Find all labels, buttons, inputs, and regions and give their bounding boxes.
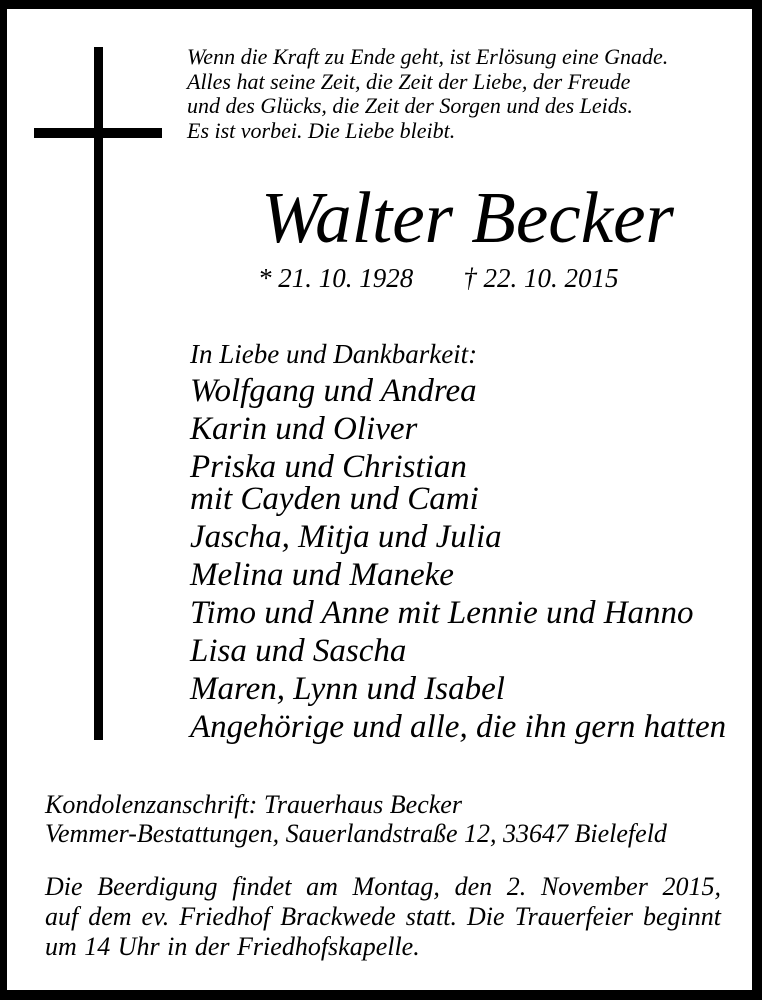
funeral-line: Die Beerdigung findet am Montag, den 2. November 2015, (45, 872, 721, 901)
mourner-line: Maren, Lynn und Isabel (190, 671, 505, 707)
mourner-line: Lisa und Sascha (190, 633, 407, 669)
footer (45, 790, 721, 962)
deceased-name: Walter Becker (261, 177, 674, 258)
mourner-line: Karin und Oliver (190, 411, 418, 447)
life-dates (258, 261, 619, 295)
epigraph-line: Alles hat seine Zeit, die Zeit der Liebe, der Freude (187, 68, 631, 94)
mourner-line: Timo und Anne mit Lennie und Hanno (190, 595, 694, 631)
mourner-line: Priska und Christian (190, 449, 467, 485)
condolence-address (45, 790, 721, 848)
epigraph-line: und des Glücks, die Zeit der Sorgen und des Leids. (187, 93, 633, 118)
mourner-line: mit Cayden und Cami (190, 481, 479, 517)
death-date: † 22. 10. 2015 (463, 263, 619, 293)
birth-date: * 21. 10. 1928 (258, 263, 414, 293)
mourner-line: Angehörige und alle, die ihn gern hatten (190, 709, 727, 745)
condolence-line: Vemmer-Bestattungen, Sauerlandstraße 12, 33647 Bielefeld (45, 819, 667, 848)
epigraph (187, 45, 668, 143)
mourner-line: Wolfgang und Andrea (190, 373, 477, 409)
condolence-line: Kondolenzanschrift: Trauerhaus Becker (45, 790, 462, 819)
epigraph-line: Es ist vorbei. Die Liebe bleibt. (187, 117, 456, 143)
funeral-line: um 14 Uhr in der Friedhofskapelle. (45, 932, 420, 961)
mourner-line: Melina und Maneke (190, 557, 454, 593)
mourner-line: Jascha, Mitja und Julia (190, 519, 502, 555)
funeral-info (45, 872, 721, 962)
mourners-list (190, 372, 726, 746)
epigraph-line: Wenn die Kraft zu Ende geht, ist Erlösung eine Gnade. (187, 44, 669, 69)
funeral-line: auf dem ev. Friedhof Brackwede statt. Die Trauerfeier beginnt (45, 902, 721, 931)
cross-vertical-bar (94, 47, 103, 740)
cross-horizontal-bar (34, 128, 162, 138)
tribute-intro: In Liebe und Dankbarkeit: (190, 339, 478, 369)
